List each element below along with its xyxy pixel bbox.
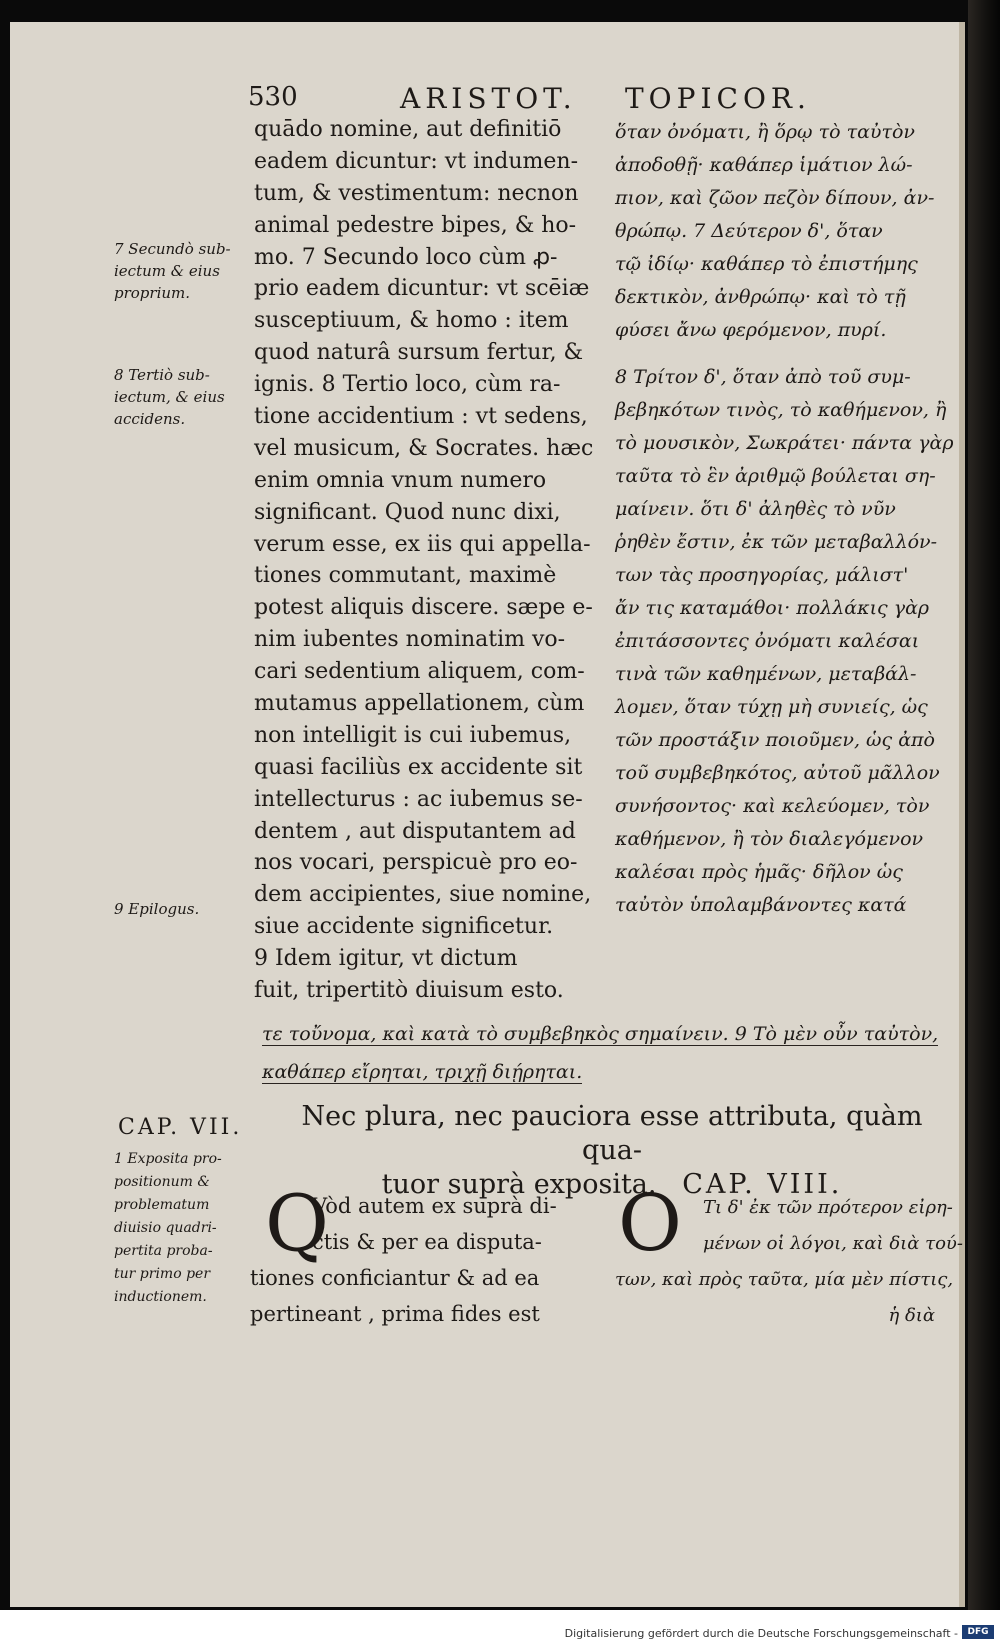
greek-line: θρώπῳ. 7 Δεύτερον δ', ὅταν — [615, 220, 883, 242]
latin-initial: Q — [265, 1179, 329, 1269]
margin-note-8: 8 Tertiò sub- iectum, & eius accidens. — [114, 366, 225, 428]
latin-line: susceptiuum, & homo : item — [254, 308, 569, 334]
latin-chapter-text — [250, 1188, 595, 1332]
greek-line: καθήμενον, ἢ τὸν διαλεγόμενον — [615, 828, 924, 850]
latin-line: significant. Quod nunc dixi, — [254, 499, 561, 525]
latin-line: nim iubentes nominatim vo- — [254, 627, 566, 653]
greek-line: των, καὶ πρὸς ταῦτα, μία μὲν πίστις, — [615, 1269, 954, 1290]
latin-line: tiones conficiantur & ad ea — [250, 1266, 540, 1290]
latin-line: intellecturus : ac iubemus se- — [254, 786, 583, 812]
latin-line: prio eadem dicuntur: vt scēiæ — [254, 276, 590, 302]
latin-line: ctis & per ea disputa- — [312, 1230, 542, 1254]
greek-line: τῷ ἰδίῳ· καθάπερ τὸ ἐπιστήμης — [615, 253, 918, 275]
greek-line: φύσει ἄνω φερόμενον, πυρί. — [615, 319, 887, 341]
chapter-heading-line2: tuor suprà exposita. CAP. VIII. — [381, 1169, 843, 1200]
latin-line: enim omnia vnum numero — [254, 467, 547, 493]
running-head-left: ARISTOT. — [400, 82, 577, 115]
latin-line: quādo nomine, aut definitiō — [254, 117, 562, 142]
latin-line: quod naturâ sursum fertur, & — [254, 340, 584, 366]
greek-column — [615, 116, 965, 922]
latin-line: quasi faciliùs ex accidente sit — [254, 754, 583, 780]
latin-line: 9 Idem igitur, vt dictum — [254, 946, 518, 972]
greek-line: Τι δ' ἐκ τῶν πρότερον εἰρη- — [703, 1197, 953, 1218]
greek-line: των τὰς προσηγορίας, μάλιστ' — [615, 564, 909, 586]
latin-line: vel musicum, & Socrates. hæc — [254, 435, 594, 461]
greek-line: ἡ διὰ — [888, 1305, 935, 1326]
greek-line: δεκτικὸν, ἀνθρώπῳ· καὶ τὸ τῇ — [615, 286, 906, 308]
latin-line: tiones commutant, maximè — [254, 563, 557, 589]
latin-line: verum esse, ex iis qui appella- — [254, 531, 591, 557]
latin-line: dem accipientes, siue nomine, — [254, 882, 592, 908]
latin-line: pertineant , prima fides est — [250, 1302, 540, 1326]
greek-line: τῶν προστάξιν ποιοῦμεν, ὡς ἀπὸ — [615, 729, 935, 751]
latin-line: ignis. 8 Tertio loco, cùm ra- — [254, 372, 561, 398]
greek-tail — [262, 1015, 962, 1091]
greek-line: τοῦ συμβεβηκότος, αὐτοῦ μᾶλλον — [615, 762, 940, 784]
greek-line: ταῦτα τὸ ἓν ἀριθμῷ βούλεται ση- — [615, 465, 936, 487]
greek-line: βεβηκότων τινὸς, τὸ καθήμενον, ἢ — [615, 399, 947, 421]
latin-line: cari sedentium aliquem, com- — [254, 659, 585, 685]
greek-tail-line: καθάπερ εἴρηται, τριχῇ διῄρηται. — [262, 1061, 583, 1083]
greek-line: 8 Τρίτον δ', ὅταν ἀπὸ τοῦ συμ- — [615, 366, 911, 388]
greek-line: ὅταν ὀνόματι, ἢ ὅρῳ τὸ ταὐτὸν — [615, 121, 915, 143]
latin-line: eadem dicuntur: vt indumen- — [254, 148, 579, 174]
latin-line: dentem , aut disputantem ad — [254, 818, 576, 844]
latin-line: potest aliquis discere. sæpe e- — [254, 595, 593, 621]
footer-credit: Digitalisierung gefördert durch die Deutsche Forschungsgemeinschaft - — [564, 1627, 958, 1640]
greek-tail-line: τε τοὔνομα, καὶ κατὰ τὸ συμβεβηκὸς σημαίνειν. 9 Τὸ μὲν οὖν ταὐτὸν, — [262, 1023, 939, 1045]
greek-line: συνήσοντος· καὶ κελεύομεν, τὸν — [615, 795, 930, 817]
greek-line: ἐπιτάσσοντες ὀνόματι καλέσαι — [615, 630, 920, 652]
latin-column — [254, 114, 599, 1007]
dfg-logo: DFG — [962, 1625, 994, 1639]
chapter-7-label: CAP. VII. — [118, 1115, 243, 1140]
latin-line: tione accidentium : vt sedens, — [254, 404, 588, 430]
page-number: 530 — [248, 82, 298, 112]
latin-line: animal pedestre bipes, & ho- — [254, 212, 577, 238]
margin-note-9: 9 Epilogus. — [114, 900, 200, 918]
running-head-right: TOPICOR. — [625, 82, 811, 115]
latin-line: tum, & vestimentum: necnon — [254, 180, 579, 206]
latin-line: non intelligit is cui iubemus, — [254, 722, 572, 748]
margin-note-7: 7 Secundò sub- iectum & eius proprium. — [114, 240, 231, 302]
latin-line: fuit, tripertitò diuisum esto. — [254, 978, 564, 1004]
greek-chapter-text — [615, 1190, 965, 1334]
book-spine — [968, 0, 1000, 1610]
latin-line: siue accidente significetur. — [254, 914, 554, 940]
greek-line: ῥηθὲν ἔστιν, ἐκ τῶν μεταβαλλόν- — [615, 531, 938, 553]
greek-initial: O — [618, 1179, 682, 1269]
greek-line: ἄν τις καταμάθοι· πολλάκις γὰρ — [615, 597, 930, 619]
greek-line: ταὐτὸν ὑπολαμβάνοντες κατά — [615, 894, 907, 916]
greek-line: μαίνειν. ὅτι δ' ἀληθὲς τὸ νῦν — [615, 498, 896, 520]
margin-note-cap: 1 Exposita pro- positionum & problematum diuisio quadri- pertita proba- tur primo per inductionem. — [114, 1151, 222, 1305]
chapter-heading-line1: Nec plura, nec pauciora esse attributa, quàm qua- — [301, 1101, 923, 1166]
latin-line: nos vocari, perspicuè pro eo- — [254, 850, 578, 876]
greek-line: τὸ μουσικὸν, Σωκράτει· πάντα γὰρ — [615, 432, 954, 454]
greek-line: μένων οἱ λόγοι, καὶ διὰ τού- — [703, 1233, 963, 1254]
greek-line: πιον, καὶ ζῶον πεζὸν δίπουν, ἀν- — [615, 187, 935, 209]
chapter-8-heading — [282, 1100, 942, 1202]
greek-line: λομεν, ὅταν τύχῃ μὴ συνιείς, ὡς — [615, 696, 928, 718]
latin-line: mo. 7 Secundo loco cùm ꝓ- — [254, 244, 558, 270]
greek-line: τινὰ τῶν καθημένων, μεταβάλ- — [615, 663, 917, 685]
latin-line: mutamus appellationem, cùm — [254, 691, 585, 717]
greek-line: καλέσαι πρὸς ἡμᾶς· δῆλον ὡς — [615, 861, 903, 883]
latin-line: Vòd autem ex suprà di- — [312, 1194, 557, 1218]
greek-line: ἀποδοθῇ· καθάπερ ἱμάτιον λώ- — [615, 154, 913, 176]
